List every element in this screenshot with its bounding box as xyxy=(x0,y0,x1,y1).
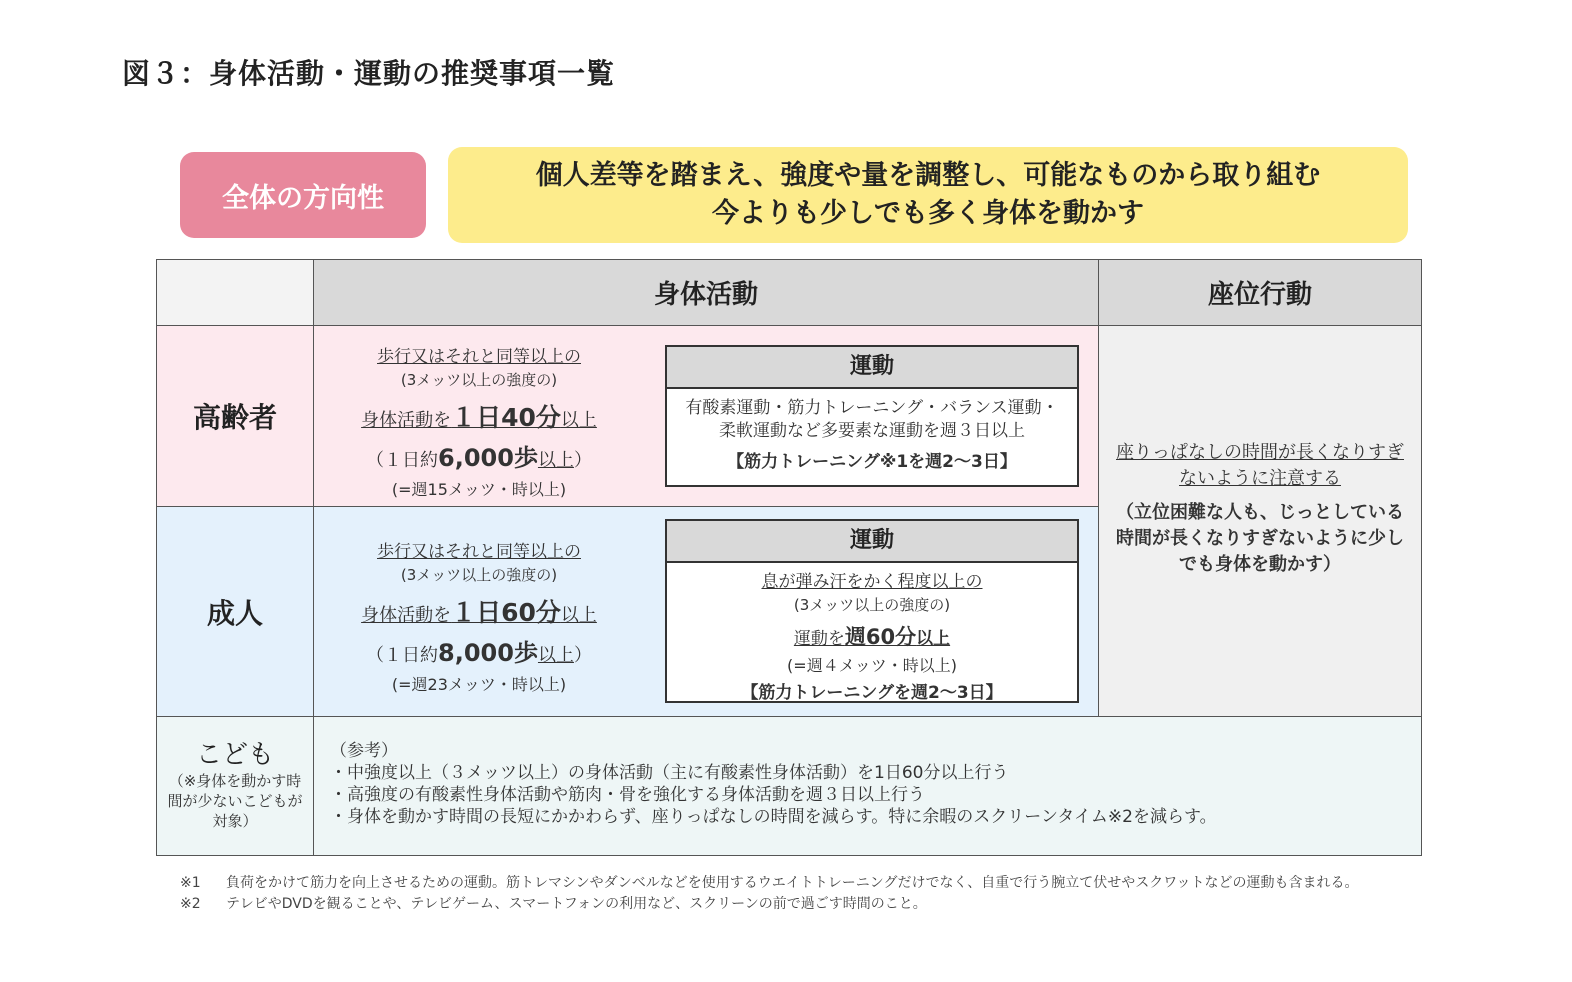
adult-intensity: (3メッツ以上の強度の) xyxy=(400,566,558,584)
header-physical-activity: 身体活動 xyxy=(313,259,1099,326)
kids-bullet-1: ・中強度以上（３メッツ以上）の身体活動（主に有酸素性身体活動）を1日60分以上行う xyxy=(330,763,1009,783)
adult-exercise-training: 【筋力トレーニングを週2～3日】 xyxy=(741,683,1003,703)
sedentary-note: （立位困難な人も、じっとしている時間が長くなりすぎないように少しでも身体を動かす） xyxy=(1116,502,1404,575)
direction-line-1: 個人差等を踏まえ、強度や量を調整し、可能なものから取り組む xyxy=(535,160,1321,191)
corner-cell xyxy=(156,259,314,326)
elderly-exercise-title: 運動 xyxy=(667,347,1077,389)
kids-label: こども xyxy=(195,740,274,770)
adult-exercise-title: 運動 xyxy=(667,521,1077,563)
elderly-exercise-box xyxy=(665,345,1079,487)
elderly-activity-text xyxy=(318,342,640,500)
footnotes xyxy=(180,873,1380,915)
elderly-exercise-training: 【筋力トレーニング※1を週2～3日】 xyxy=(727,452,1017,472)
footnote-1 xyxy=(180,873,1380,894)
kids-sublabel: （※身体を動かす時間が少ないこどもが対象） xyxy=(167,772,303,830)
elderly-steps: （１日約6,000歩以上） xyxy=(366,444,592,472)
kids-bullet-2: ・高強度の有酸素性身体活動や筋肉・骨を強化する身体活動を週３日以上行う xyxy=(330,785,925,805)
header-sedentary-behavior: 座位行動 xyxy=(1098,259,1422,326)
footnote-2-text: テレビやDVDを観ることや、テレビゲーム、スマートフォンの利用など、スクリーンの前で過ごす時間のこと。 xyxy=(226,896,927,912)
direction-badge: 全体の方向性 xyxy=(180,152,426,238)
footnote-1-text: 負荷をかけて筋力を向上させるための運動。筋トレマシンやダンベルなどを使用するウエイトトレーニングだけでなく、自重で行う腕立て伏せやスクワットなどの運動も含まれる。 xyxy=(226,875,1359,891)
adult-amount: 身体活動を１日60分以上 xyxy=(361,598,597,627)
adult-mets: (=週23メッツ・時以上) xyxy=(391,675,567,694)
elderly-exercise-text: 有酸素運動・筋力トレーニング・バランス運動・柔軟運動など多要素な運動を週３日以上 xyxy=(685,398,1059,441)
elderly-intensity: (3メッツ以上の強度の) xyxy=(400,371,558,389)
elderly-walk: 歩行又はそれと同等以上の xyxy=(377,347,581,367)
footnote-2 xyxy=(180,894,1380,915)
elderly-mets: (=週15メッツ・時以上) xyxy=(391,480,567,499)
direction-line-2: 今よりも少しでも多く身体を動かす xyxy=(712,198,1144,229)
kids-content xyxy=(330,740,1410,828)
page-title: 図３：身体活動・運動の推奨事項一覧 xyxy=(122,57,616,90)
adult-exercise-line2: (3メッツ以上の強度の) xyxy=(793,596,951,614)
sedentary-text xyxy=(1110,440,1410,578)
elderly-amount: 身体活動を１日40分以上 xyxy=(361,403,597,432)
kids-bullet-3: ・身体を動かす時間の長短にかかわらず、座りっぱなしの時間を減らす。特に余暇のスクリーンタイム※2を減らす。 xyxy=(330,807,1217,827)
adult-activity-text xyxy=(318,537,640,695)
footnote-2-mark: ※2 xyxy=(180,896,201,912)
row-label-kids xyxy=(166,734,304,831)
sedentary-main: 座りっぱなしの時間が長くなりすぎないように注意する xyxy=(1116,442,1404,489)
adult-steps: （１日約8,000歩以上） xyxy=(366,639,592,667)
adult-exercise-line1: 息が弾み汗をかく程度以上の xyxy=(761,572,983,592)
adult-exercise-mets: (=週４メッツ・時以上) xyxy=(787,656,957,675)
row-label-adult: 成人 xyxy=(156,506,314,717)
adult-exercise-amount: 運動を週60分以上 xyxy=(793,625,951,649)
direction-message xyxy=(448,147,1408,243)
adult-walk: 歩行又はそれと同等以上の xyxy=(377,542,581,562)
footnote-1-mark: ※1 xyxy=(180,875,201,891)
row-label-elderly: 高齢者 xyxy=(156,325,314,507)
adult-exercise-box xyxy=(665,519,1079,703)
kids-reference: （参考） xyxy=(330,741,398,761)
